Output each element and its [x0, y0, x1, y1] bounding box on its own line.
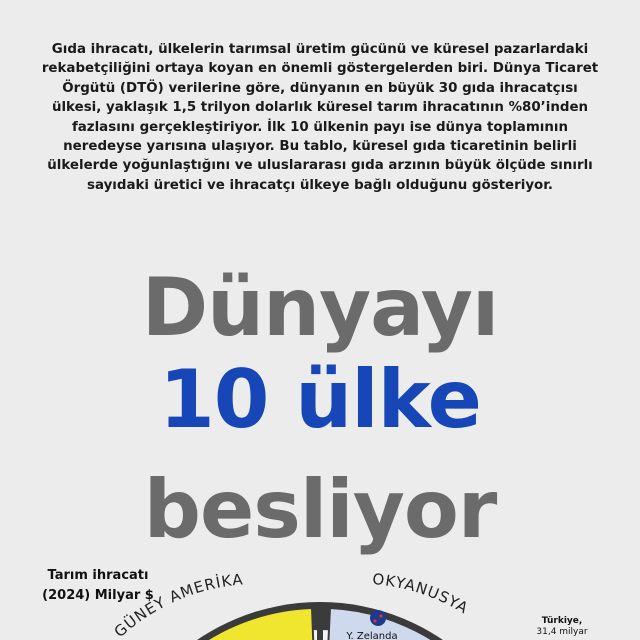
country-label-new-zealand: Y. Zelanda — [346, 631, 398, 640]
headline-line-1: Dünyayı — [141, 261, 499, 354]
region-label-oceania: OKYANUSYA — [371, 569, 472, 618]
headline-line-2: 10 ülke — [159, 353, 481, 446]
new-zealand-flag-icon — [370, 610, 386, 626]
turkiye-note — [522, 616, 602, 638]
turkiye-value: 31,4 milyar — [536, 627, 588, 637]
intro-paragraph: Gıda ihracatı, ülkelerin tarımsal üretim gücünü ve küresel pazarlardaki rekabetçiliğini ortaya koyan en önemli göstergelerden biri. Dünya Ticaret Örgütü (DTÖ) verilerine göre, dünyanın en büyük 30 gıda ihracatçısı ülkesi, yaklaşık 1,5 trilyon dolarlık küresel tarım ihracatının %80’inden fazlasını gerçekleştiriyor. İlk 10 ülkenin payı ise dünya toplamının neredeyse yarısına ulaşıyor. Bu tablo, küresel gıda ticaretinin belirli ülkelerde yoğunlaştığını ve uluslararası gıda arzının büyük ölçüde sınırlı sayıdaki üretici ve ihracatçı ülkeye bağlı olduğunu gösteriyor. — [41, 42, 599, 193]
region-label-south-america: GÜNEY AMERİKA — [110, 570, 245, 640]
turkiye-label: Türkiye, — [541, 616, 583, 626]
legend-title: Tarım ihracatı (2024) Milyar $ — [42, 568, 154, 603]
south-america-wedge — [160, 608, 320, 640]
headline-line-3: besliyor — [143, 463, 497, 556]
